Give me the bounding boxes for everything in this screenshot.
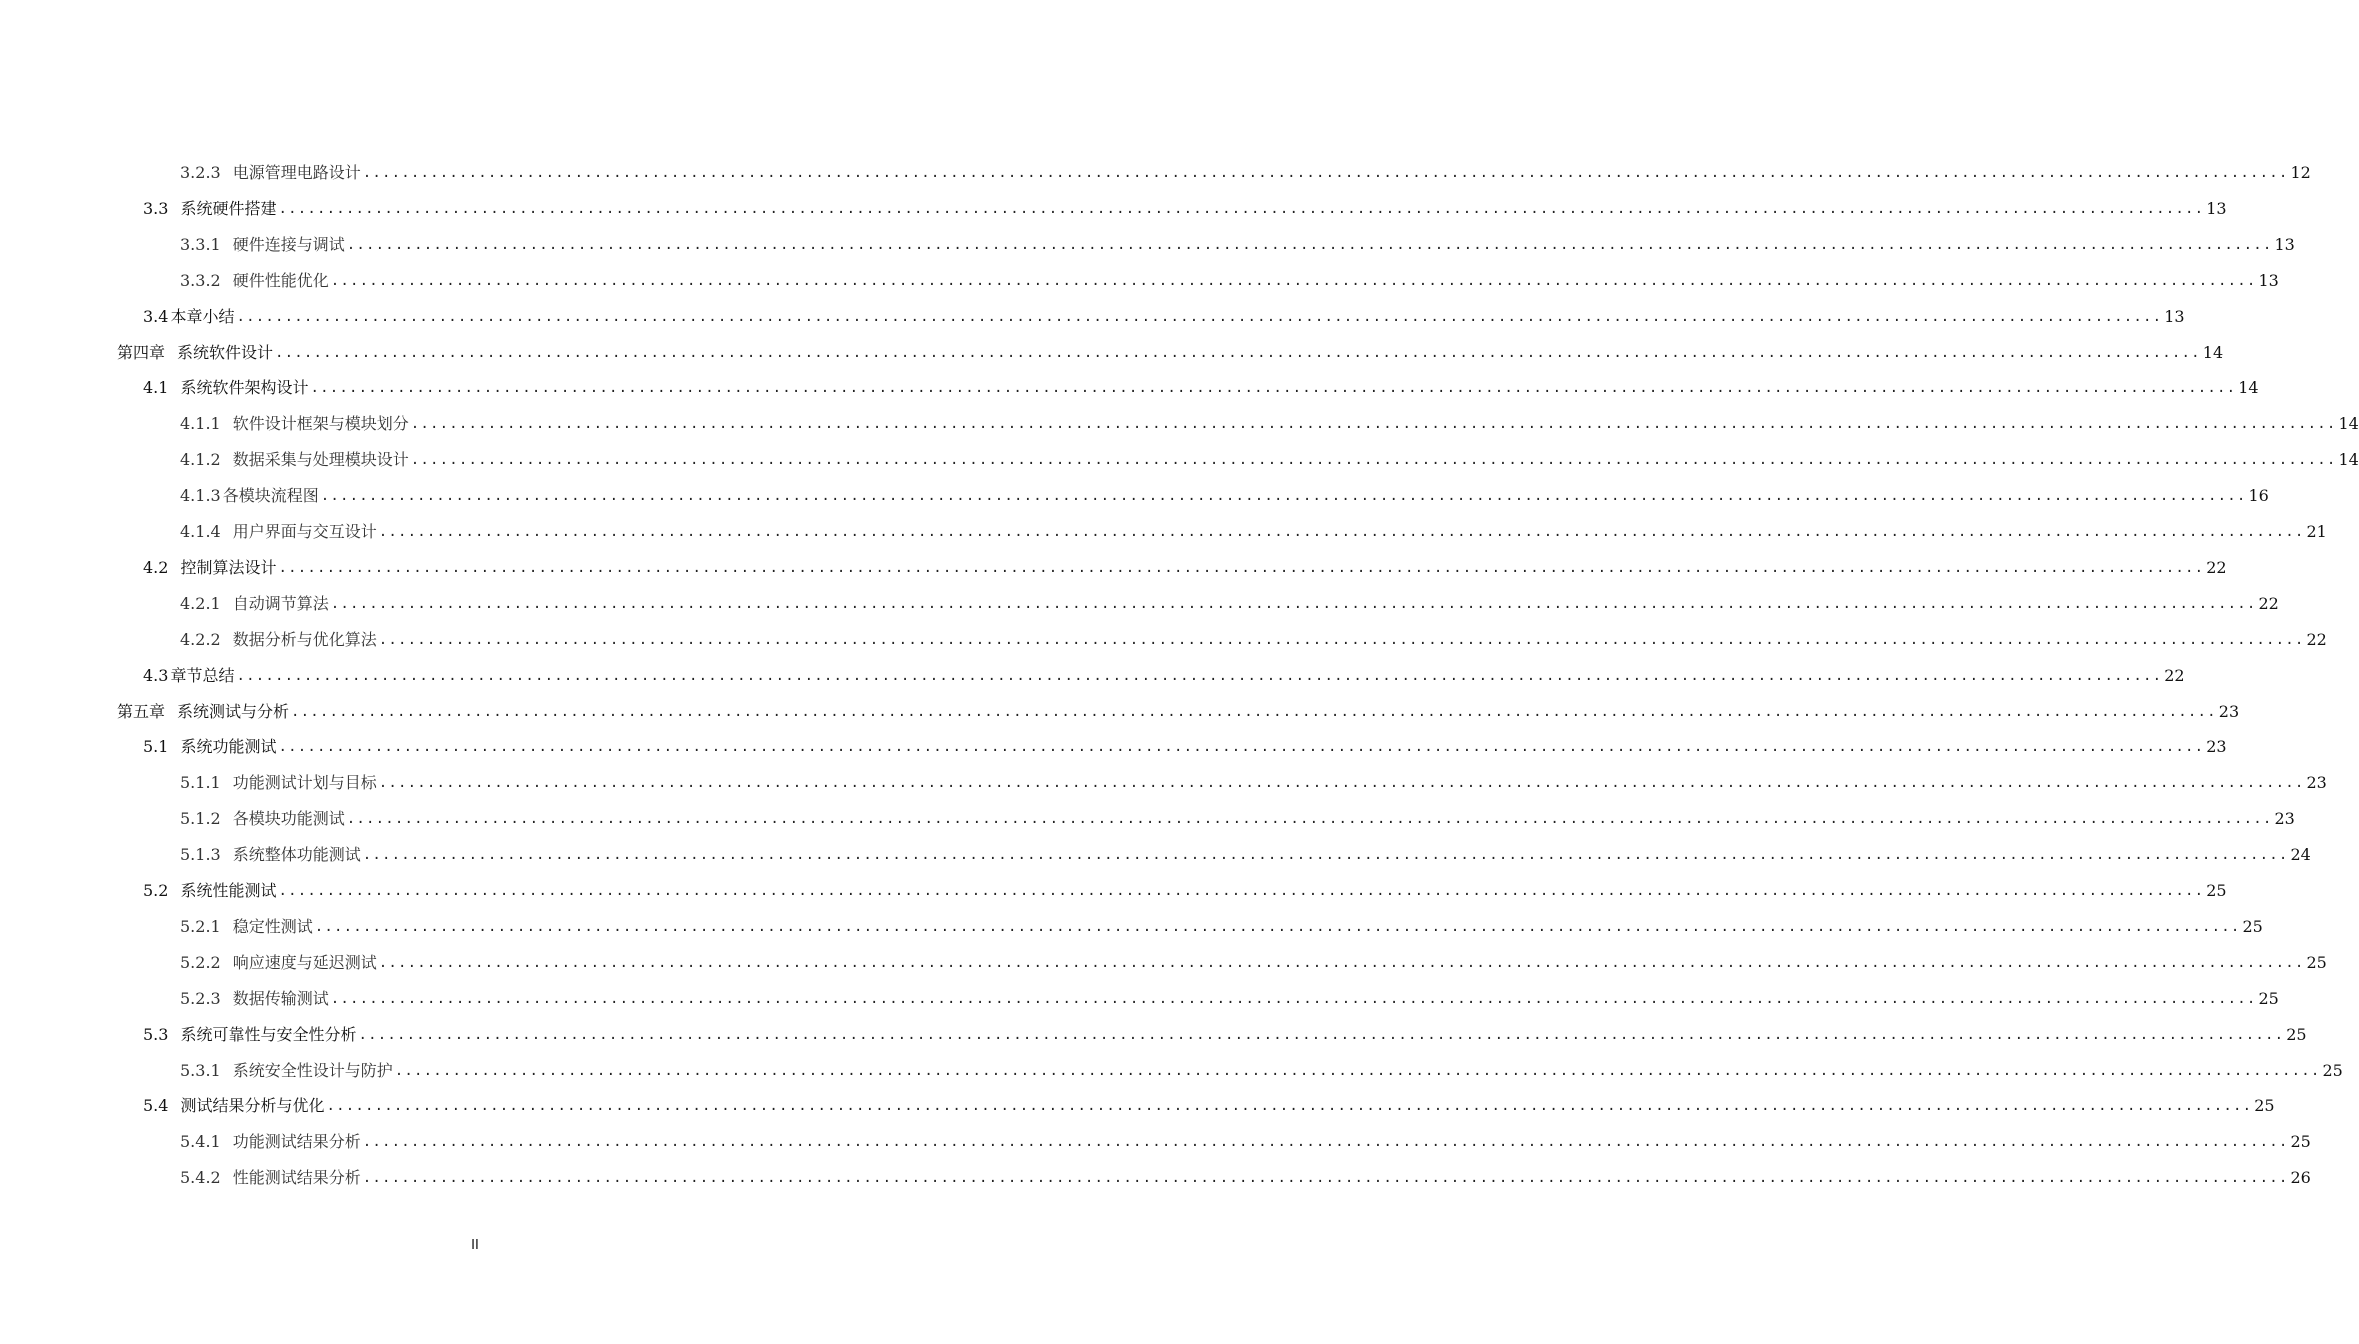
toc-entry-number: 5.3 bbox=[143, 1024, 169, 1044]
toc-entry-number: 4.2 bbox=[143, 557, 169, 577]
toc-entry-title: 各模块流程图 bbox=[222, 486, 319, 506]
toc-leader-dots: ........................................................................................................................................................................................................ bbox=[346, 236, 2273, 253]
toc-entry-page: 24 bbox=[2290, 845, 2311, 865]
toc-entry-title: 系统软件架构设计 bbox=[180, 378, 309, 398]
toc-entry-number: 5.2 bbox=[143, 881, 169, 900]
toc-entry-number: 第五章 bbox=[117, 701, 166, 721]
toc-entry-page: 25 bbox=[2242, 916, 2263, 936]
toc-entry-number: 3.2.3 bbox=[180, 163, 221, 182]
toc-leader-dots: ........................................................................................................................................................................................................ bbox=[362, 847, 2289, 864]
toc-entry-number: 5.3.1 bbox=[180, 1060, 221, 1080]
toc-entry-title: 软件设计框架与模块划分 bbox=[232, 414, 409, 434]
toc-entry-page: 13 bbox=[2206, 198, 2227, 218]
toc-entry-number: 5.1.2 bbox=[180, 809, 221, 829]
toc-entry[interactable] bbox=[180, 1053, 2343, 1081]
toc-entry[interactable] bbox=[180, 622, 2327, 650]
toc-entry-page: 22 bbox=[2258, 593, 2279, 613]
toc-entry-title: 系统测试与分析 bbox=[177, 701, 290, 721]
toc-entry[interactable] bbox=[143, 1088, 2275, 1116]
toc-entry-page: 23 bbox=[2206, 737, 2227, 757]
toc-entry-title: 控制算法设计 bbox=[180, 557, 277, 577]
toc-entry-page: 25 bbox=[2254, 1096, 2275, 1116]
toc-entry-title: 用户界面与交互设计 bbox=[232, 522, 377, 541]
toc-leader-dots: ........................................................................................................................................................................................................ bbox=[362, 165, 2289, 181]
toc-entry-number: 5.1 bbox=[143, 737, 169, 757]
toc-entry[interactable] bbox=[180, 478, 2269, 506]
toc-entry[interactable] bbox=[180, 837, 2311, 865]
toc-entry[interactable] bbox=[180, 263, 2279, 291]
toc-entry-page: 13 bbox=[2274, 234, 2295, 254]
toc-leader-dots: ........................................................................................................................................................................................................ bbox=[394, 1062, 2321, 1079]
toc-entry[interactable] bbox=[180, 765, 2327, 793]
toc-entry-title: 测试结果分析与优化 bbox=[180, 1096, 325, 1116]
toc-entry[interactable] bbox=[180, 227, 2295, 255]
toc-entry-title: 系统功能测试 bbox=[180, 737, 277, 757]
toc-leader-dots: ........................................................................................................................................................................................................ bbox=[362, 1134, 2289, 1151]
toc-entry-title: 系统软件设计 bbox=[177, 342, 274, 362]
toc-leader-dots: ........................................................................................................................................................................................................ bbox=[326, 1098, 2253, 1115]
toc-entry-page: 23 bbox=[2274, 809, 2295, 829]
toc-entry-title: 自动调节算法 bbox=[232, 593, 329, 613]
toc-entry-number: 4.2.2 bbox=[180, 629, 221, 649]
toc-entry-number: 5.2.1 bbox=[180, 916, 221, 936]
toc-leader-dots: ........................................................................................................................................................................................................ bbox=[236, 308, 2163, 325]
toc-entry-page: 26 bbox=[2290, 1168, 2311, 1188]
toc-leader-dots: ........................................................................................................................................................................................................ bbox=[236, 667, 2163, 684]
toc-leader-dots: ........................................................................................................................................................................................................ bbox=[291, 703, 2217, 720]
toc-entry-page: 14 bbox=[2202, 342, 2224, 362]
toc-entry-page: 13 bbox=[2164, 306, 2185, 326]
toc-entry-number: 3.3.1 bbox=[180, 234, 221, 254]
toc-leader-dots: ........................................................................................................................................................................................................ bbox=[320, 488, 2247, 505]
toc-entry-number: 3.4 bbox=[143, 306, 169, 326]
toc-entry-page: 21 bbox=[2306, 522, 2327, 541]
toc-entry-title: 章节总结 bbox=[170, 665, 235, 685]
toc-entry-title: 电源管理电路设计 bbox=[232, 163, 361, 182]
toc-entry-page: 25 bbox=[2258, 988, 2279, 1008]
toc-entry-page: 14 bbox=[2338, 414, 2359, 434]
toc-entry-number: 5.1.3 bbox=[180, 845, 221, 865]
toc-entry[interactable] bbox=[180, 406, 2359, 434]
toc-entry-number: 5.1.1 bbox=[180, 773, 221, 793]
toc-leader-dots: ........................................................................................................................................................................................................ bbox=[378, 775, 2305, 792]
toc-entry-title: 功能测试计划与目标 bbox=[232, 773, 377, 793]
toc-entry-number: 4.1.4 bbox=[180, 522, 221, 541]
toc-entry-page: 22 bbox=[2164, 665, 2185, 685]
toc-leader-dots: ........................................................................................................................................................................................................ bbox=[330, 272, 2257, 289]
toc-leader-dots: ........................................................................................................................................................................................................ bbox=[378, 631, 2305, 648]
toc-entry[interactable] bbox=[143, 370, 2259, 398]
toc-leader-dots: ........................................................................................................................................................................................................ bbox=[330, 990, 2257, 1007]
toc-entry[interactable] bbox=[143, 1017, 2307, 1045]
toc-entry[interactable] bbox=[143, 658, 2185, 686]
toc-entry[interactable] bbox=[143, 299, 2185, 327]
toc-entry-number: 4.1 bbox=[143, 378, 169, 398]
toc-leader-dots: ........................................................................................................................................................................................................ bbox=[378, 524, 2305, 540]
toc-entry-title: 本章小结 bbox=[170, 306, 235, 326]
toc-entry-page: 12 bbox=[2290, 163, 2311, 182]
toc-leader-dots: ........................................................................................................................................................................................................ bbox=[314, 918, 2241, 935]
toc-entry[interactable] bbox=[180, 442, 2359, 470]
toc-entry-number: 5.2.3 bbox=[180, 988, 221, 1008]
toc-entry-page: 14 bbox=[2238, 378, 2259, 398]
toc-leader-dots: ........................................................................................................................................................................................................ bbox=[310, 380, 2237, 397]
toc-entry[interactable] bbox=[180, 1160, 2311, 1188]
toc-entry[interactable] bbox=[180, 945, 2327, 973]
toc-entry[interactable] bbox=[180, 981, 2279, 1009]
toc-entry-page: 13 bbox=[2258, 270, 2279, 290]
toc-entry-title: 系统可靠性与安全性分析 bbox=[180, 1024, 357, 1044]
toc-entry-number: 4.2.1 bbox=[180, 593, 221, 613]
toc-entry[interactable] bbox=[180, 1124, 2311, 1152]
toc-entry-title: 系统安全性设计与防护 bbox=[232, 1060, 393, 1080]
toc-entry[interactable] bbox=[143, 873, 2227, 901]
toc-entry-page: 25 bbox=[2206, 881, 2227, 900]
toc-entry[interactable] bbox=[143, 729, 2227, 757]
toc-entry-title: 功能测试结果分析 bbox=[232, 1132, 361, 1152]
toc-leader-dots: ........................................................................................................................................................................................................ bbox=[410, 416, 2337, 433]
toc-leader-dots: ........................................................................................................................................................................................................ bbox=[278, 559, 2205, 576]
page-number-footer bbox=[0, 1238, 950, 1253]
toc-entry-page: 16 bbox=[2248, 486, 2269, 506]
toc-entry-title: 系统硬件搭建 bbox=[180, 198, 277, 218]
toc-leader-dots: ........................................................................................................................................................................................................ bbox=[358, 1026, 2285, 1043]
toc-leader-dots: ........................................................................................................................................................................................................ bbox=[278, 200, 2205, 217]
toc-entry-title: 数据传输测试 bbox=[232, 988, 329, 1008]
toc-entry-title: 硬件性能优化 bbox=[232, 270, 329, 290]
toc-entry-title: 各模块功能测试 bbox=[232, 809, 345, 829]
toc-entry-number: 3.3 bbox=[143, 198, 169, 218]
toc-entry-title: 硬件连接与调试 bbox=[232, 234, 345, 254]
toc-entry[interactable] bbox=[180, 586, 2279, 614]
toc-entry-number: 4.3 bbox=[143, 665, 169, 685]
toc-entry[interactable] bbox=[143, 550, 2227, 578]
toc-entry-title: 性能测试结果分析 bbox=[232, 1168, 361, 1188]
toc-leader-dots: ........................................................................................................................................................................................................ bbox=[378, 954, 2305, 971]
toc-entry[interactable] bbox=[180, 155, 2311, 183]
toc-entry-number: 4.1.3 bbox=[180, 486, 221, 506]
toc-entry-title: 稳定性测试 bbox=[232, 916, 313, 936]
toc-entry-number: 5.4.2 bbox=[180, 1168, 221, 1188]
toc-entry-number: 3.3.2 bbox=[180, 270, 221, 290]
toc-entry[interactable] bbox=[117, 694, 2240, 722]
toc-leader-dots: ........................................................................................................................................................................................................ bbox=[278, 883, 2205, 899]
toc-entry-title: 数据采集与处理模块设计 bbox=[232, 450, 409, 470]
toc-entry-page: 22 bbox=[2206, 557, 2227, 577]
toc-entry-page: 14 bbox=[2338, 450, 2359, 470]
toc-entry-page: 22 bbox=[2306, 629, 2327, 649]
toc-entry-title: 系统性能测试 bbox=[180, 881, 277, 900]
toc-entry-page: 25 bbox=[2286, 1024, 2307, 1044]
toc-entry-title: 响应速度与延迟测试 bbox=[232, 952, 377, 972]
toc-entry-number: 5.4 bbox=[143, 1096, 169, 1116]
toc-entry-page: 25 bbox=[2322, 1060, 2343, 1080]
toc-entry-number: 第四章 bbox=[117, 342, 166, 362]
toc-entry-page: 23 bbox=[2218, 701, 2240, 721]
toc-leader-dots: ........................................................................................................................................................................................................ bbox=[275, 344, 2201, 361]
toc-entry-title: 数据分析与优化算法 bbox=[232, 629, 377, 649]
toc-entry[interactable] bbox=[117, 335, 2224, 363]
toc-leader-dots: ........................................................................................................................................................................................................ bbox=[362, 1170, 2289, 1187]
toc-leader-dots: ........................................................................................................................................................................................................ bbox=[410, 452, 2337, 469]
toc-entry-number: 5.4.1 bbox=[180, 1132, 221, 1152]
toc-entry[interactable] bbox=[180, 909, 2263, 937]
footer-page-label: II bbox=[471, 1238, 479, 1253]
toc-leader-dots: ........................................................................................................................................................................................................ bbox=[278, 739, 2205, 756]
toc-entry[interactable] bbox=[180, 801, 2295, 829]
toc-leader-dots: ........................................................................................................................................................................................................ bbox=[330, 595, 2257, 612]
toc-leader-dots: ........................................................................................................................................................................................................ bbox=[346, 811, 2273, 828]
toc-entry[interactable] bbox=[180, 514, 2327, 542]
toc-entry-page: 23 bbox=[2306, 773, 2327, 793]
toc-entry-number: 4.1.2 bbox=[180, 450, 221, 470]
toc-entry-number: 5.2.2 bbox=[180, 952, 221, 972]
toc-entry-title: 系统整体功能测试 bbox=[232, 845, 361, 865]
toc-entry-page: 25 bbox=[2306, 952, 2327, 972]
toc-entry-page: 25 bbox=[2290, 1132, 2311, 1152]
toc-entry-number: 4.1.1 bbox=[180, 414, 221, 434]
toc-entry[interactable] bbox=[143, 191, 2227, 219]
